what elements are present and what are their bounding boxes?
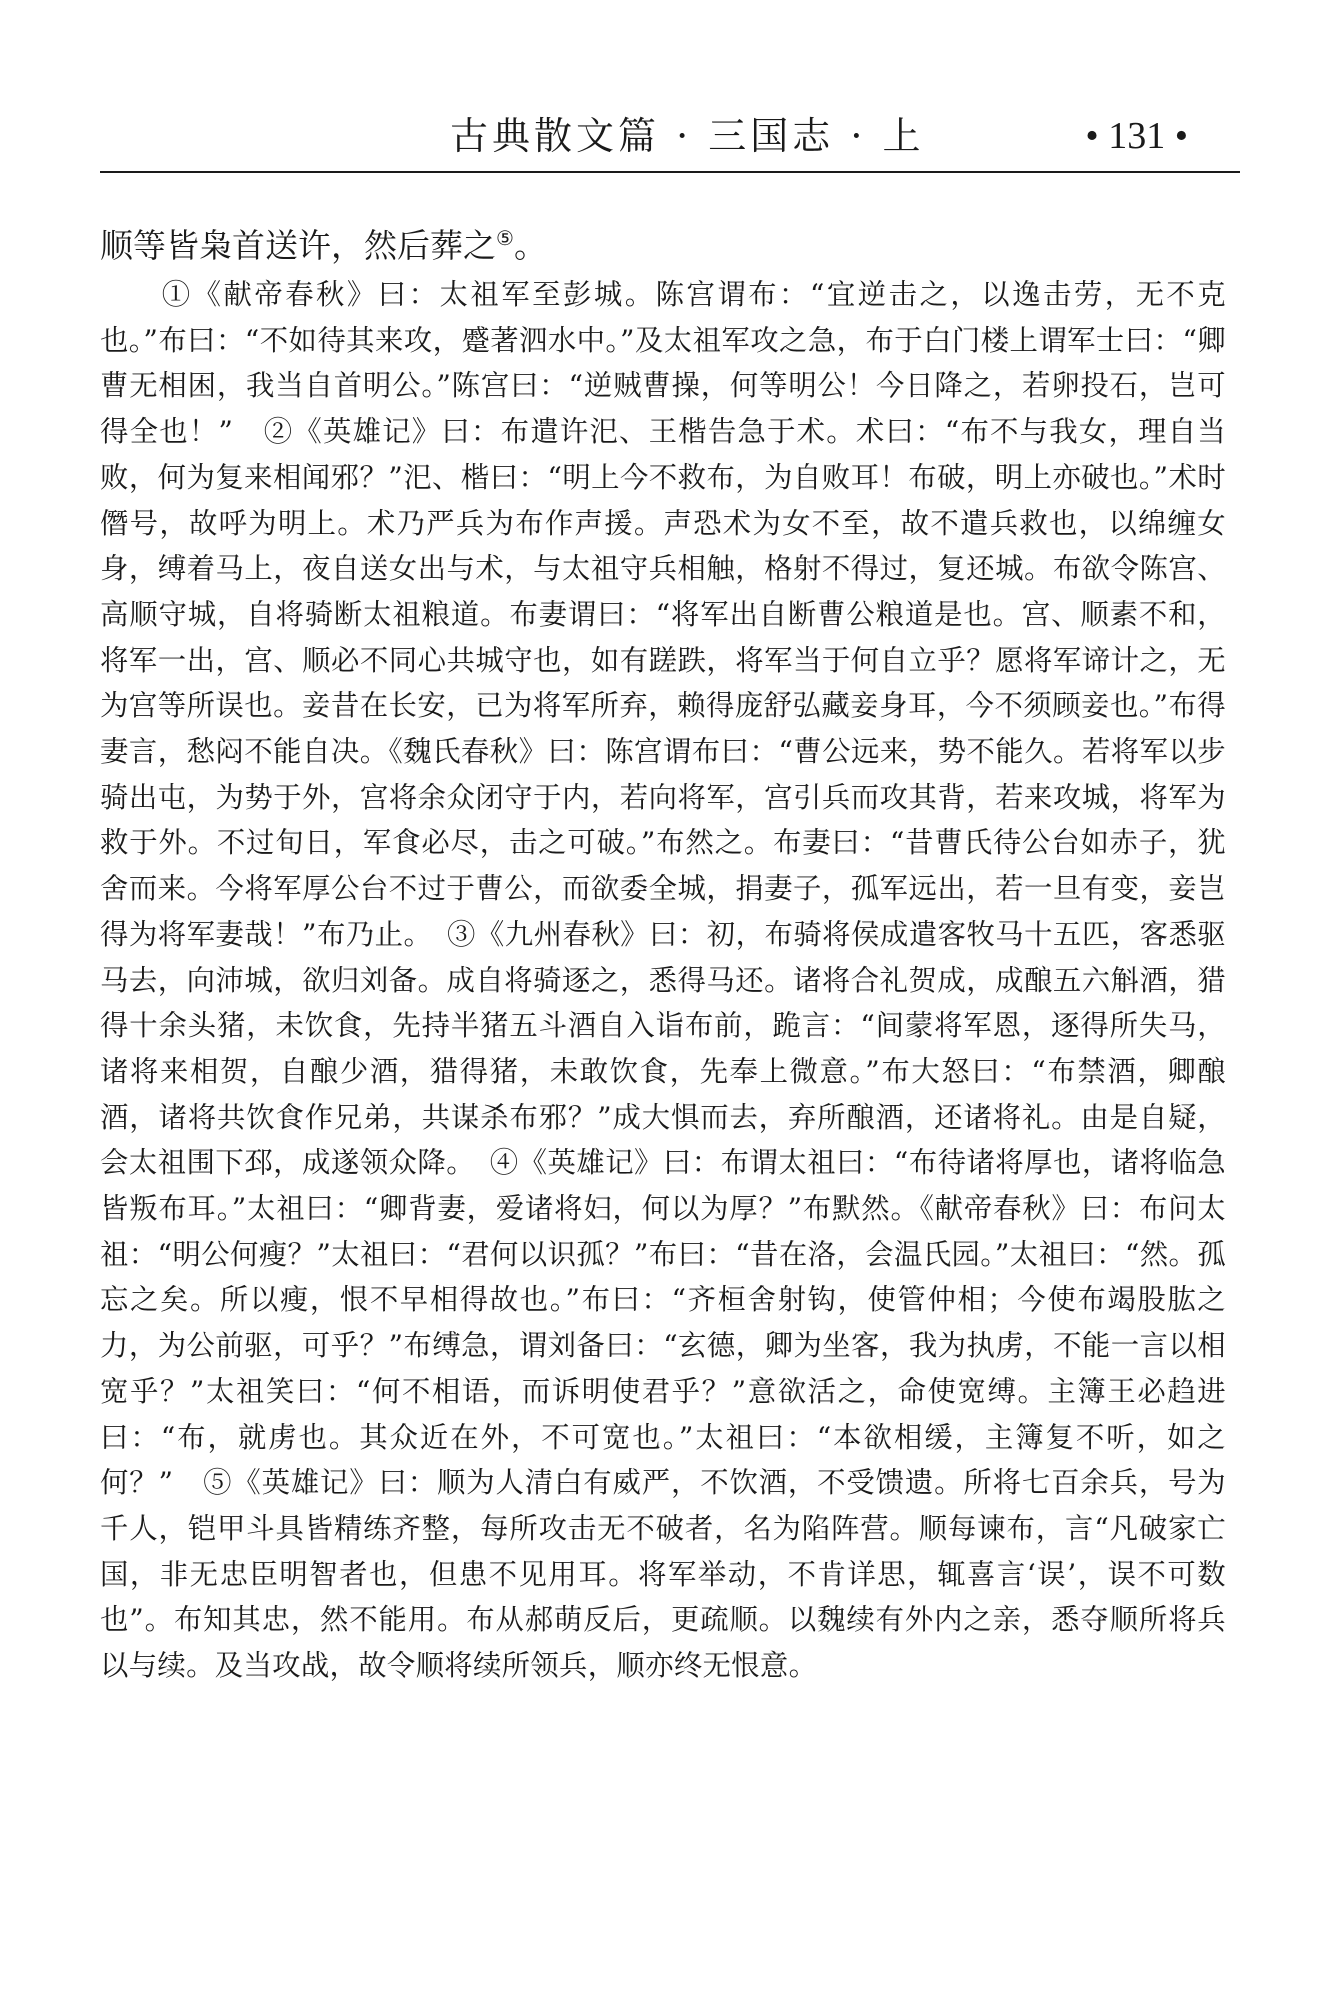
annotation-block [100, 272, 1226, 1689]
running-header [100, 108, 1240, 164]
header-rule [100, 171, 1240, 173]
main-text-end: 。 [513, 226, 547, 265]
page-number: • 131 • [1085, 115, 1188, 157]
main-text: 顺等皆枭首送许，然后葬之 [100, 226, 496, 265]
running-title: 古典散文篇 · 三国志 · 上 [450, 114, 925, 158]
annotation-text: ①《献帝春秋》曰：太祖军至彭城。陈宫谓布：“宜逆击之，以逸击劳，无不克也。”布曰：“不如待其来攻，蹙著泗水中。”及太祖军攻之急，布于白门楼上谓军士曰：“卿曹无相困，我当自首明公。”陈宫曰：“逆贼曹操，何等明公！今日降之，若卵投石，岂可得全也！” ②《英雄记》曰：布遣许汜、王楷告急于术。术曰：“布不与我女，理自当败，何为复来相闻邪？”汜、楷曰：“明上今不救布，为自败耳！布破，明上亦破也。”术时僭号，故呼为明上。术乃严兵为布作声援。声恐术为女不至，故不遣兵救也，以绵缠女身，缚着马上，夜自送女出与术，与太祖守兵相触，格射不得过，复还城。布欲令陈宫、高顺守城，自将骑断太祖粮道。布妻谓曰：“将军出自断曹公粮道是也。宫、顺素不和，将军一出，宫、顺必不同心共城守也，如有蹉跌，将军当于何自立乎？愿将军谛计之，无为宫等所误也。妾昔在长安，已为将军所弃，赖得庞舒弘藏妾身耳，今不须顾妾也。”布得妻言，愁闷不能自决。《魏氏春秋》曰：陈宫谓布曰：“曹公远来，势不能久。若将军以步骑出屯，为势于外，宫将余众闭守于内，若向将军，宫引兵而攻其背，若来攻城，将军为救于外。不过旬日，军食必尽，击之可破。”布然之。布妻曰：“昔曹氏待公台如赤子，犹舍而来。今将军厚公台不过于曹公，而欲委全城，捐妻子，孤军远出，若一旦有变，妾岂得为将军妻哉！”布乃止。 ③《九州春秋》曰：初，布骑将侯成遣客牧马十五匹，客悉驱马去，向沛城，欲归刘备。成自将骑逐之，悉得马还。诸将合礼贺成，成酿五六斛酒，猎得十余头猪，未饮食，先持半猪五斗酒自入诣布前，跪言：“间蒙将军恩，逐得所失马，诸将来相贺，自酿少酒，猎得猪，未敢饮食，先奉上微意。”布大怒曰：“布禁酒，卿酿酒，诸将共饮食作兄弟，共谋杀布邪？”成大惧而去，弃所酿酒，还诸将礼。由是自疑，会太祖围下邳，成遂领众降。 ④《英雄记》曰：布谓太祖曰：“布待诸将厚也，诸将临急皆叛布耳。”太祖曰：“卿背妻，爱诸将妇，何以为厚？”布默然。《献帝春秋》曰：布问太祖：“明公何瘦？”太祖曰：“君何以识孤？”布曰：“昔在洛，会温氏园。”太祖曰：“然。孤忘之矣。所以瘦，恨不早相得故也。”布曰：“齐桓舍射钩，使管仲相；今使布竭股肱之力，为公前驱，可乎？”布缚急，谓刘备曰：“玄德，卿为坐客，我为执虏，不能一言以相宽乎？”太祖笑曰：“何不相语，而诉明使君乎？”意欲活之，命使宽缚。主簿王必趋进曰：“布，就虏也。其众近在外，不可宽也。”太祖曰：“本欲相缓，主簿复不听，如之何？” ⑤《英雄记》曰：顺为人清白有威严，不饮酒，不受馈遗。所将七百余兵，号为千人，铠甲斗具皆精练齐整，每所攻击无不破者，名为陷阵营。顺每谏布，言“凡破家亡国，非无忠臣明智者也，但患不见用耳。将军举动，不肯详思，辄喜言‘误’，误不可数也”。布知其忠，然不能用。布从郝萌反后，更疏顺。以魏续有外内之亲，悉夺顺所将兵以与续。及当攻战，故令顺将续所领兵，顺亦终无恨意。 [100, 278, 1226, 1683]
main-text-line [100, 214, 1240, 270]
note-marker: ⑤ [496, 226, 514, 250]
